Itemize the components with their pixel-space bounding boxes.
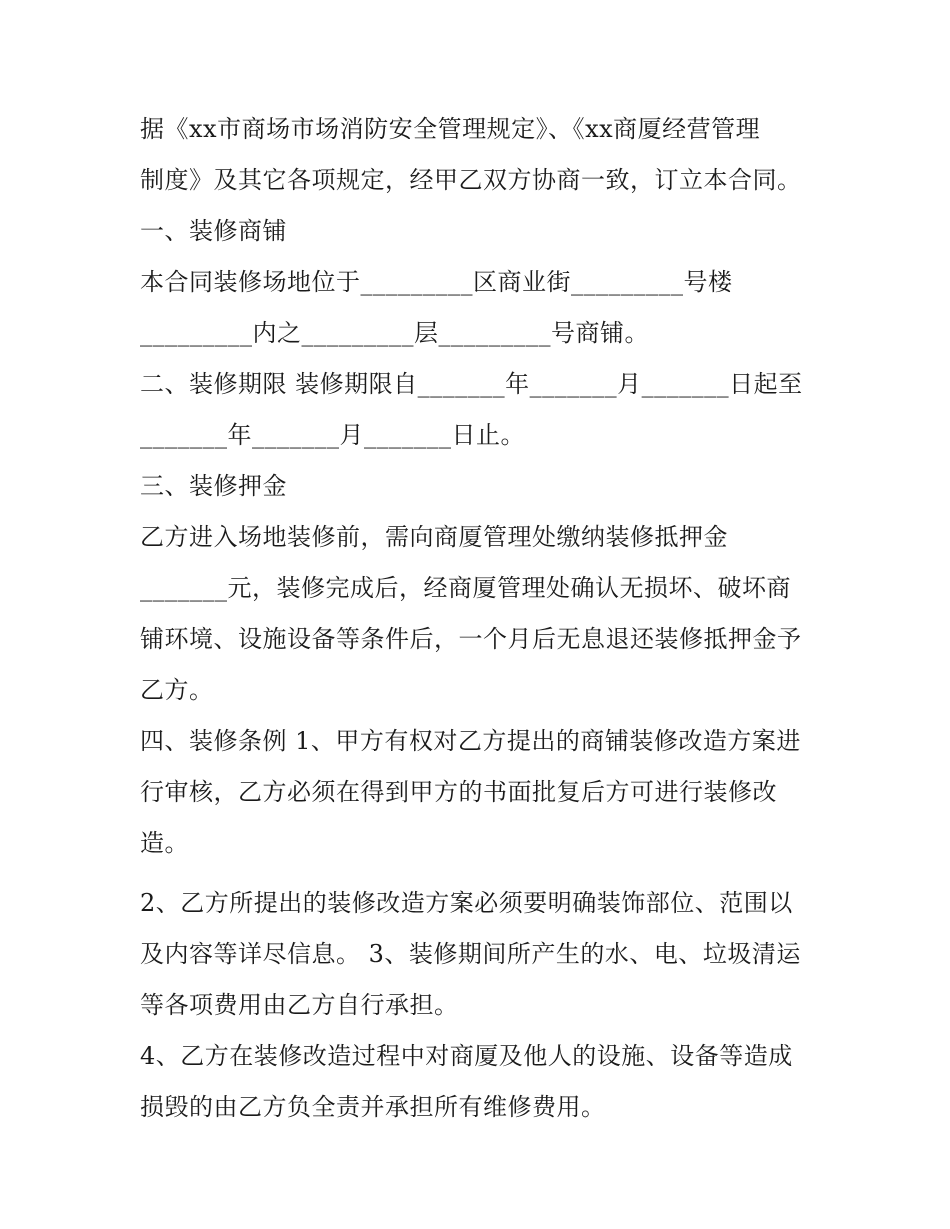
text-line: 造。 xyxy=(140,829,189,857)
section-heading: 二、装修期限 装修期限自_______年_______月_______日起至 xyxy=(140,370,803,398)
text-line: 制度》及其它各项规定，经甲乙双方协商一致，订立本合同。 xyxy=(140,166,802,194)
text-line: _________内之_________层_________号商铺。 xyxy=(140,319,649,347)
paragraph-gap xyxy=(140,869,820,878)
text-line: _______元，装修完成后，经商厦管理处确认无损坏、破坏商 xyxy=(140,574,791,602)
section-heading: 一、装修商铺 xyxy=(140,217,287,245)
text-line: 乙方。 xyxy=(140,676,214,704)
text-line: 2、乙方所提出的装修改造方案必须要明确装饰部位、范围以 xyxy=(140,889,793,917)
text-line: 乙方进入场地装修前，需向商厦管理处缴纳装修抵押金 xyxy=(140,523,728,551)
text-line: 本合同装修场地位于_________区商业街_________号楼 xyxy=(140,268,733,296)
text-line: 行审核，乙方必须在得到甲方的书面批复后方可进行装修改 xyxy=(140,778,777,806)
text-line: 及内容等详尽信息。 3、装修期间所产生的水、电、垃圾清运 xyxy=(140,940,801,968)
section-heading: 三、装修押金 xyxy=(140,472,287,500)
text-line: 4、乙方在装修改造过程中对商厦及他人的设施、设备等造成 xyxy=(140,1042,793,1070)
text-line: _______年_______月_______日止。 xyxy=(140,421,525,449)
contract-text xyxy=(140,104,820,1133)
text-line: 等各项费用由乙方自行承担。 xyxy=(140,991,459,1019)
text-line: 铺环境、设施设备等条件后，一个月后无息退还装修抵押金予 xyxy=(140,625,802,653)
section-heading: 四、装修条例 1、甲方有权对乙方提出的商铺装修改造方案进 xyxy=(140,727,801,755)
text-line: 据《xx市商场市场消防安全管理规定》、《xx商厦经营管理 xyxy=(140,115,761,143)
text-line: 损毁的由乙方负全责并承担所有维修费用。 xyxy=(140,1093,606,1121)
